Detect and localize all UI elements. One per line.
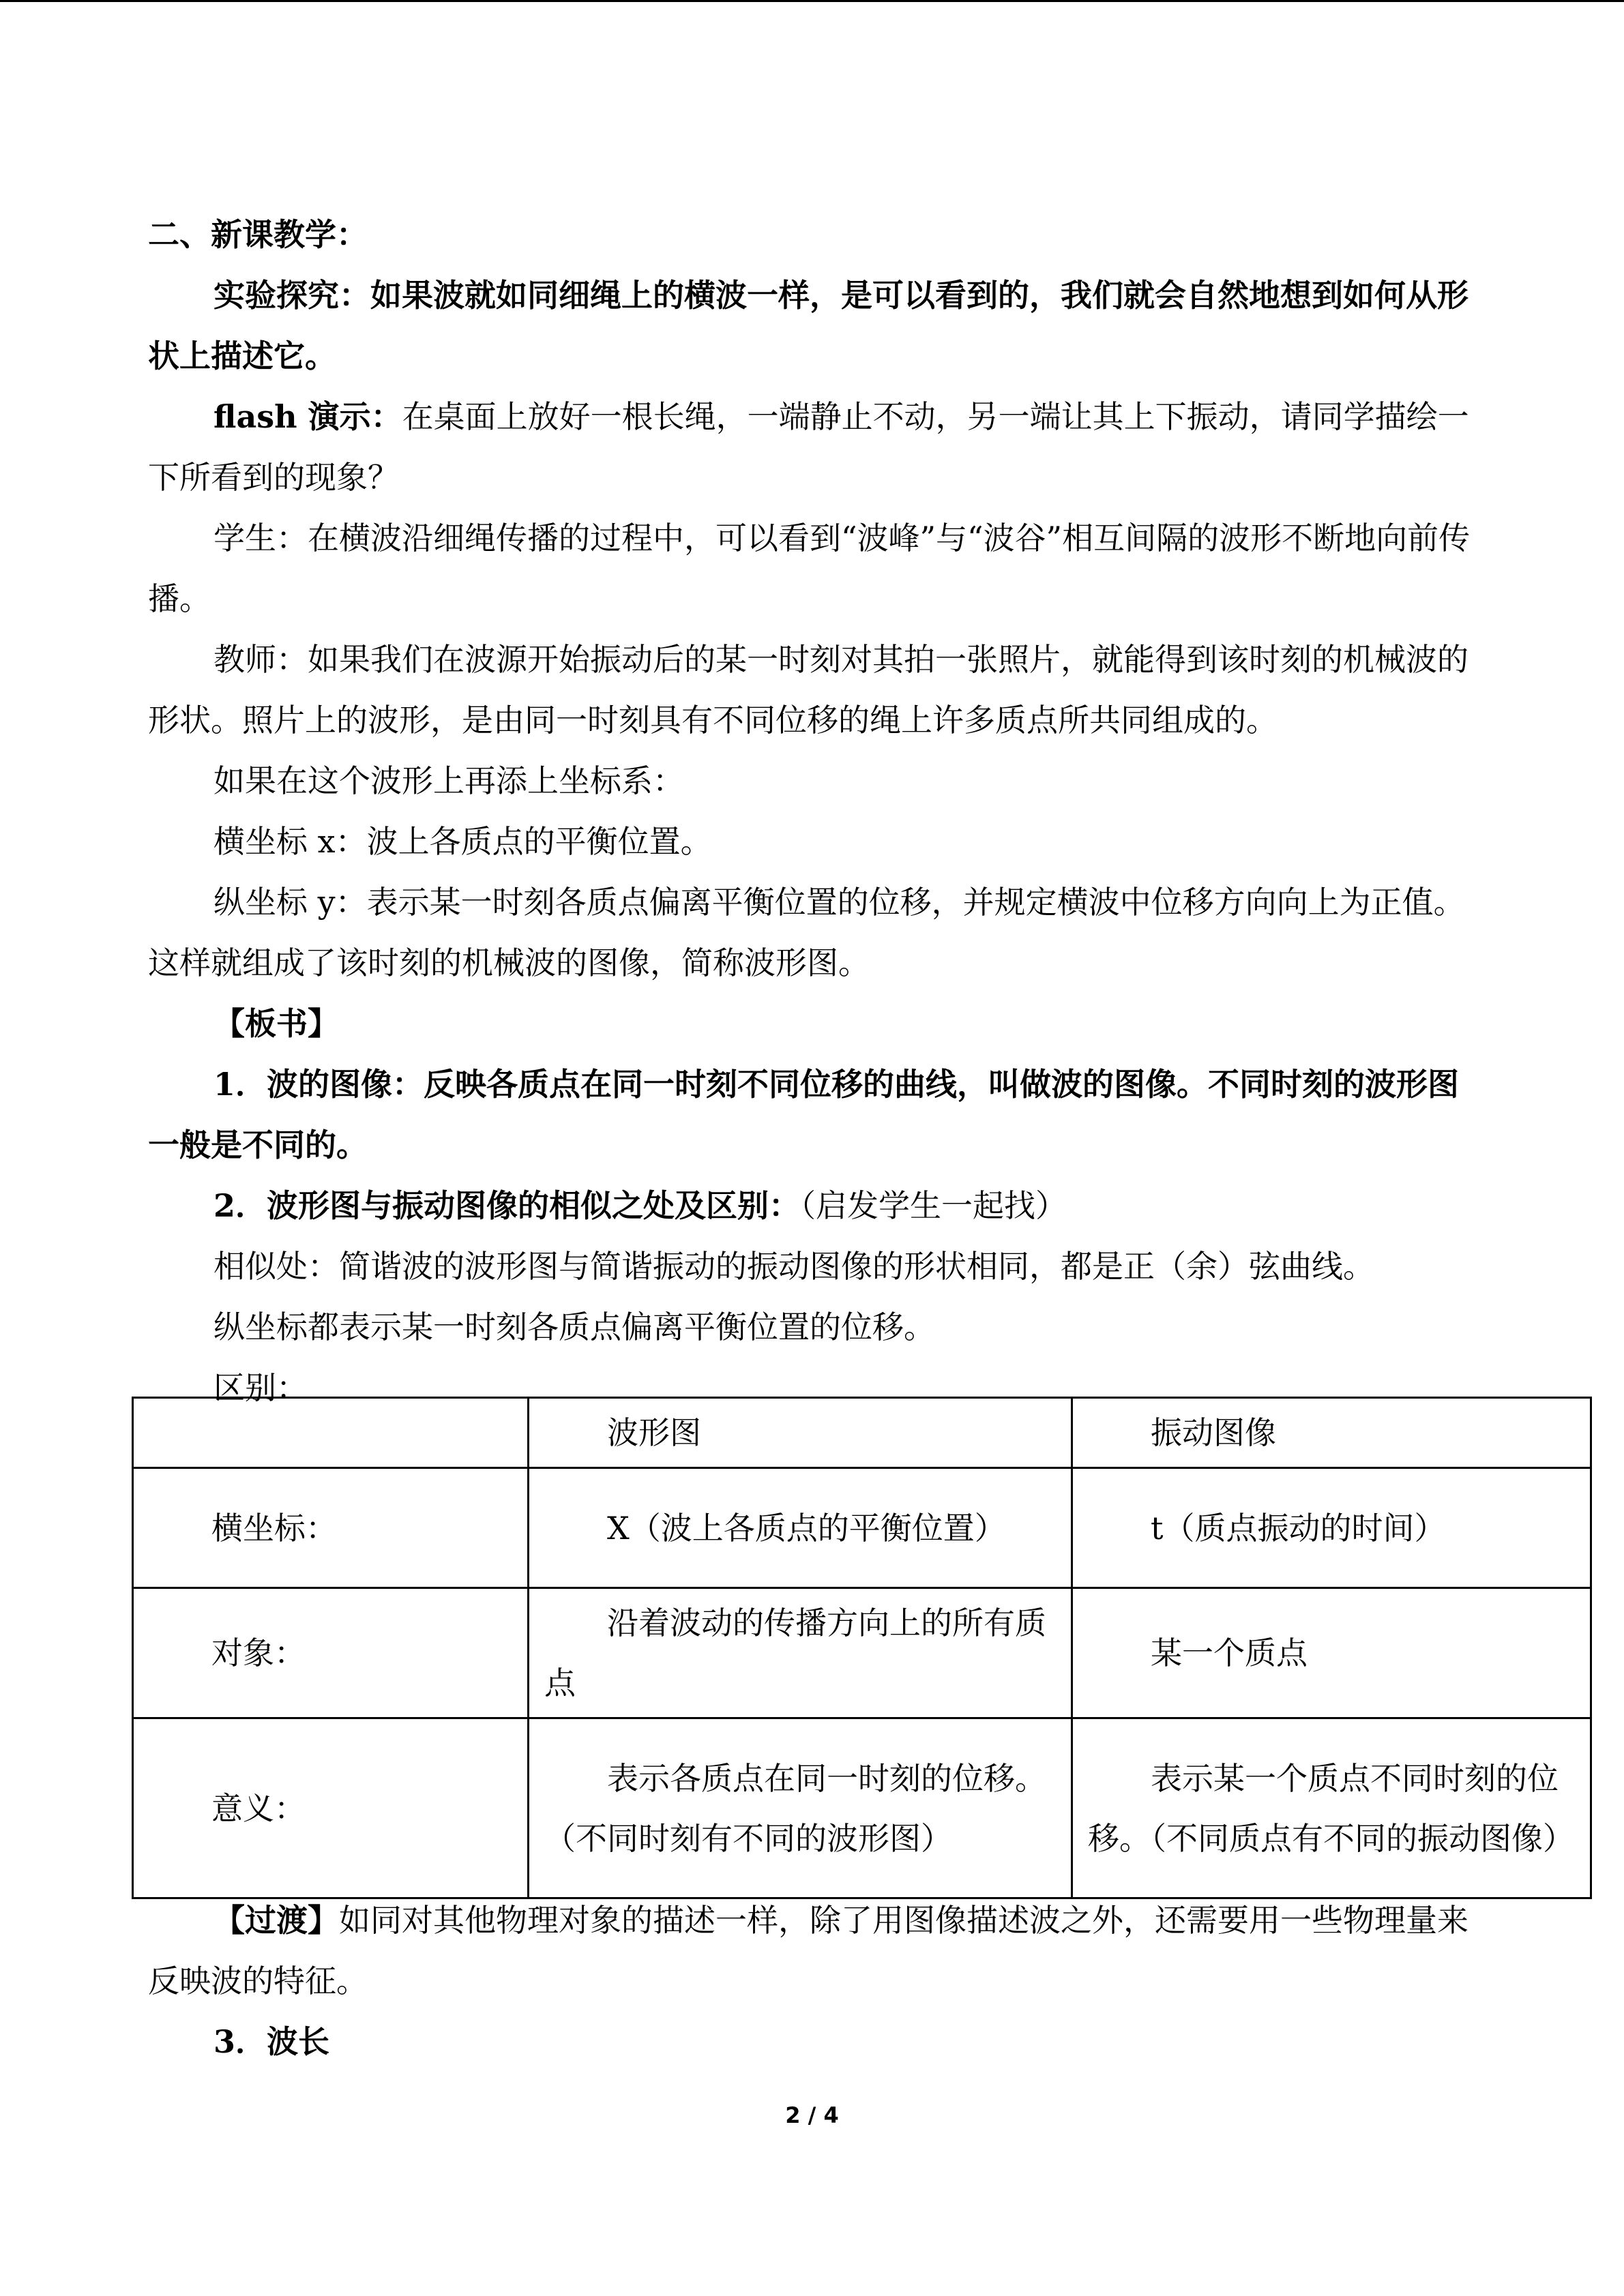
add-coords-paragraph: 如果在这个波形上再添上坐标系： — [213, 762, 684, 799]
comparison-table — [132, 1397, 1592, 1899]
table-cell: t（质点振动的时间） — [1072, 1468, 1591, 1588]
transition-label: 【过渡】 — [213, 1902, 339, 1939]
section-heading: 二、新课教学： — [148, 216, 368, 253]
teacher-paragraph: 教师：如果我们在波源开始振动后的某一时刻对其拍一张照片，就能得到该时刻的机械波的形状。照片上的波形，是由同一时刻具有不同位移的绳上许多质点所共同组成的。 — [148, 641, 1468, 739]
flash-paragraph — [148, 387, 1478, 508]
page-number: 2 / 4 — [785, 2102, 839, 2128]
table-header-row — [133, 1398, 1591, 1468]
table-cell: 表示各质点在同一时刻的位移。（不同时刻有不同的波形图） — [529, 1718, 1072, 1898]
flash-text: 在桌面上放好一根长绳，一端静止不动，另一端让其上下振动，请同学描绘一下所看到的现象？ — [148, 398, 1469, 496]
lesson-body — [148, 205, 1478, 1418]
table-header-cell — [133, 1398, 529, 1468]
x-axis-paragraph: 横坐标 x：波上各质点的平衡位置。 — [213, 823, 712, 860]
transition-paragraph — [148, 1890, 1478, 2012]
table-cell: 某一个质点 — [1072, 1588, 1591, 1718]
point2-note: （启发学生一起找） — [800, 1187, 1067, 1224]
similar-paragraph: 相似处：简谐波的波形图与简谐振动的振动图像的形状相同，都是正（余）弦曲线。 — [213, 1248, 1374, 1285]
table-header-cell: 振动图像 — [1072, 1398, 1591, 1468]
table-header-cell: 波形图 — [529, 1398, 1072, 1468]
table-cell: 沿着波动的传播方向上的所有质点 — [529, 1588, 1072, 1718]
board-heading: 【板书】 — [213, 1005, 339, 1042]
transition-text: 如同对其他物理对象的描述一样，除了用图像描述波之外，还需要用一些物理量来反映波的特征。 — [148, 1902, 1468, 1999]
flash-label: flash 演示： — [213, 398, 402, 435]
table-cell: X（波上各质点的平衡位置） — [529, 1468, 1072, 1588]
table-cell: 横坐标： — [133, 1468, 529, 1588]
table-row — [133, 1468, 1591, 1588]
point1-paragraph: 1．波的图像：反映各质点在同一时刻不同位移的曲线，叫做波的图像。不同时刻的波形图一般是不同的。 — [148, 1066, 1460, 1163]
point3-heading: 3．波长 — [213, 2023, 330, 2060]
difference-label: 区别： — [213, 1369, 308, 1406]
table-row — [133, 1588, 1591, 1718]
table-cell: 意义： — [133, 1718, 529, 1898]
y-axis-paragraph: 纵坐标 y：表示某一时刻各质点偏离平衡位置的位移，并规定横波中位移方向向上为正值。这样就组成了该时刻的机械波的图像，简称波形图。 — [148, 884, 1465, 981]
experiment-text: 如果波就如同细绳上的横波一样，是可以看到的，我们就会自然地想到如何从形状上描述它。 — [148, 277, 1468, 374]
table-row — [133, 1718, 1591, 1898]
point2-label: 2．波形图与振动图像的相似之处及区别： — [213, 1187, 801, 1224]
top-border-line — [0, 0, 1624, 2]
table-cell: 对象： — [133, 1588, 529, 1718]
experiment-label: 实验探究： — [213, 277, 370, 314]
point2-paragraph — [148, 1176, 1478, 1236]
experiment-paragraph — [148, 265, 1478, 387]
post-table-body — [148, 1890, 1478, 2072]
table-cell: 表示某一个质点不同时刻的位移。（不同质点有不同的振动图像） — [1072, 1718, 1591, 1898]
ordinate-paragraph: 纵坐标都表示某一时刻各质点偏离平衡位置的位移。 — [213, 1309, 935, 1345]
student-paragraph: 学生：在横波沿细绳传播的过程中，可以看到“波峰”与“波谷”相互间隔的波形不断地向前传播。 — [148, 520, 1471, 617]
